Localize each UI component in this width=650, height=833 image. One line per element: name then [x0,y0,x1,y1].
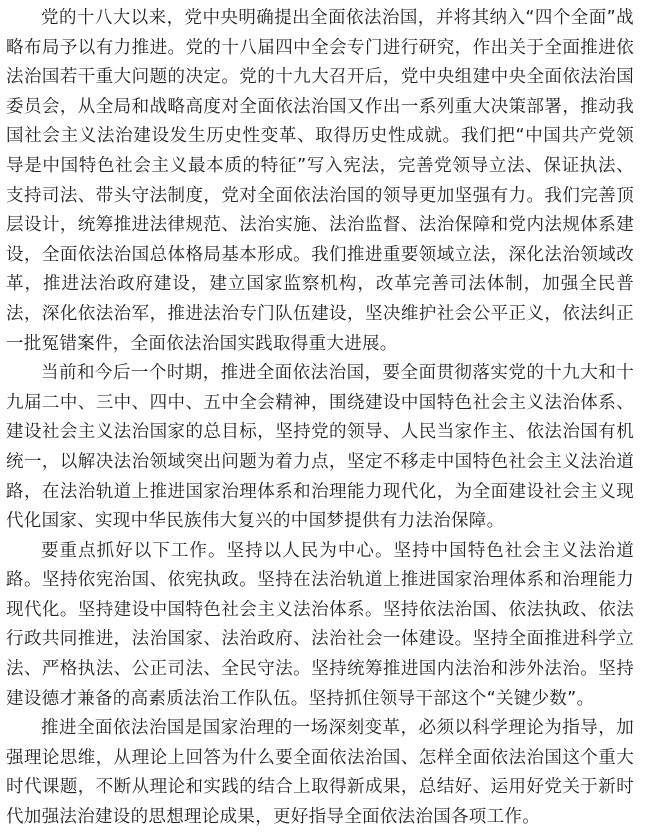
paragraph-3: 要重点抓好以下工作。坚持以人民为中心。坚持中国特色社会主义法治道路。坚持依宪治国、依宪执政。坚持在法治轨道上推进国家治理体系和治理能力现代化。坚持建设中国特色社会主义法治体系。坚持依法治国、依法执政、依法行政共同推进，法治国家、法治政府、法治社会一体建设。坚持全面推进科学立法、严格执法、公正司法、全民守法。坚持统筹推进国内法治和涉外法治。坚持建设德才兼备的高素质法治工作队伍。坚持抓住领导干部这个“关键少数”。 [6,540,634,709]
paragraph-2: 当前和今后一个时期，推进全面依法治国，要全面贯彻落实党的十九大和十九届二中、三中、四中、五中全会精神，围绕建设中国特色社会主义法治体系、建设社会主义法治国家的总目标，坚持党的领导、人民当家作主、依法治国有机统一，以解决法治领域突出问题为着力点，坚定不移走中国特色社会主义法治道路，在法治轨道上推进国家治理体系和治理能力现代化，为全面建设社会主义现代化国家、实现中华民族伟大复兴的中国梦提供有力法治保障。 [6,363,634,532]
paragraph-4: 推进全面依法治国是国家治理的一场深刻变革，必须以科学理论为指导，加强理论思维，从理论上回答为什么要全面依法治国、怎样全面依法治国这个重大时代课题，不断从理论和实践的结合上取得新成果，总结好、运用好党关于新时代加强法治建设的思想理论成果，更好指导全面依法治国各项工作。 [6,718,634,828]
paragraph-1: 党的十八大以来，党中央明确提出全面依法治国，并将其纳入“四个全面”战略布局予以有力推进。党的十八届四中全会专门进行研究，作出关于全面推进依法治国若干重大问题的决定。党的十九大召开后，党中央组建中央全面依法治国委员会，从全局和战略高度对全面依法治国又作出一系列重大决策部署，推动我国社会主义法治建设发生历史性变革、取得历史性成就。我们把“中国共产党领导是中国特色社会主义最本质的特征”写入宪法，完善党领导立法、保证执法、支持司法、带头守法制度，党对全面依法治国的领导更加坚强有力。我们完善顶层设计，统筹推进法律规范、法治实施、法治监督、法治保障和党内法规体系建设，全面依法治国总体格局基本形成。我们推进重要领域立法，深化法治领域改革，推进法治政府建设，建立国家监察机构，改革完善司法体制，加强全民普法，深化依法治军，推进法治专门队伍建设，坚决维护社会公平正义，依法纠正一批冤错案件，全面依法治国实践取得重大进展。 [6,8,634,354]
